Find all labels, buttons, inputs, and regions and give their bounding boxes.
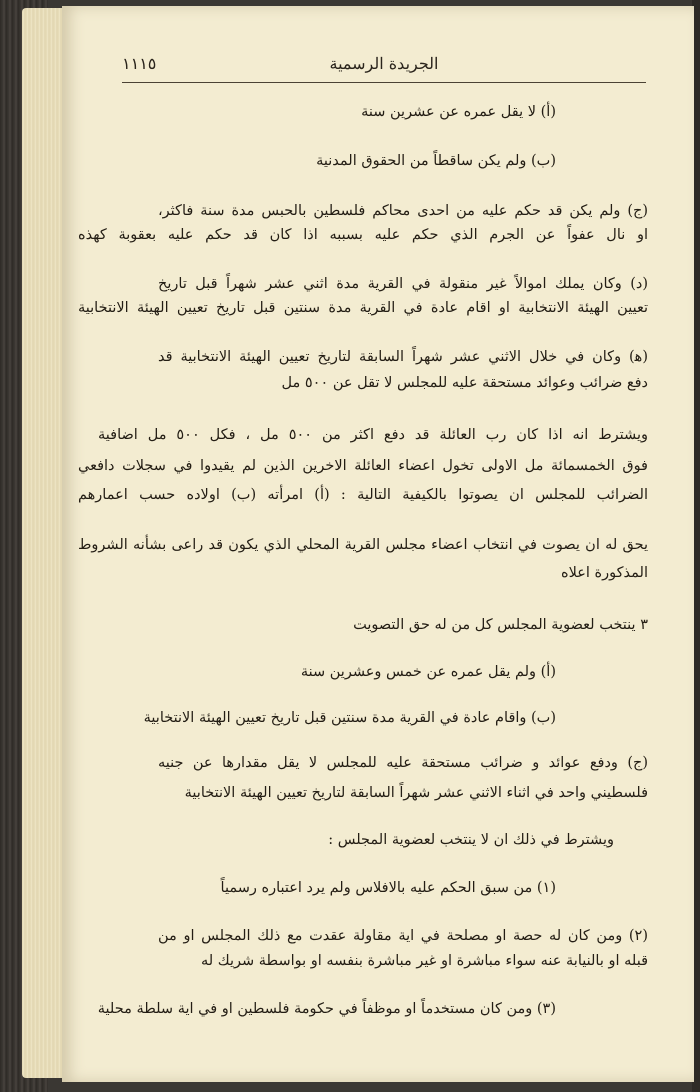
voting-right-line-1: يحق له ان يصوت في انتخاب اعضاء مجلس القرية المحلي الذي يكون قد راعى بشأنه الشروط [78, 537, 648, 553]
section-3-heading: ٣ ينتخب لعضوية المجلس كل من له حق التصويت [353, 617, 648, 633]
proviso-line-1: ويشترط انه اذا كان رب العائلة قد دفع اكثر من ٥٠٠ مل ، فكل ٥٠٠ مل اضافية [98, 427, 648, 443]
clause-c-line-2: او نال عفواً عن الجرم الذي حكم عليه بسببه اذا كان قد حكم عليه بعقوبة كهذه [78, 227, 648, 243]
page-stack-edge [22, 8, 66, 1078]
proviso-line-3: الضرائب للمجلس ان يصوتوا بالكيفية التالية : (أ) امرأته (ب) اولاده حسب اعمارهم [78, 487, 648, 503]
page-number: ١١١٥ [122, 54, 157, 73]
disqualification-2-line-1: (٢) ومن كان له حصة او مصلحة في اية مقاولة عقدت مع ذلك المجلس او من [158, 928, 648, 944]
disqualification-2-line-2: قبله او بالنيابة عنه سواء مباشرة او غير مباشرة بنفسه او بواسطة شريك له [200, 953, 648, 969]
clause-a: (أ) لا يقل عمره عن عشرين سنة [361, 104, 556, 120]
section-3-clause-a: (أ) ولم يقل عمره عن خمس وعشرين سنة [300, 664, 556, 680]
clause-c-line-1: (ج) ولم يكن قد حكم عليه من احدى محاكم فلسطين بالحبس مدة سنة فاكثر، [158, 203, 648, 219]
clause-e-line-1: (ﻫ) وكان في خلال الاثني عشر شهراً السابقة لتاريخ تعيين الهيئة الانتخابية قد [158, 349, 648, 365]
section-3-clause-c-line-2: فلسطيني واحد في اثناء الاثني عشر شهراً السابقة لتاريخ تعيين الهيئة الانتخابية [184, 785, 648, 801]
section-3-clause-b: (ب) واقام عادة في القرية مدة سنتين قبل تاريخ تعيين الهيئة الانتخابية [143, 710, 556, 726]
proviso-line-2: فوق الخمسمائة مل الاولى تخول اعضاء العائلة الاخرين الذين لم يقيدوا في سجلات دافعي [78, 458, 648, 474]
voting-right-line-2: المذكورة اعلاه [561, 565, 648, 581]
section-3-clause-c-line-1: (ج) ودفع عوائد و ضرائب مستحقة عليه للمجلس لا يقل مقدارها عن جنيه [158, 755, 648, 771]
header-rule [122, 82, 646, 83]
clause-e-line-2: دفع ضرائب وعوائد مستحقة عليه للمجلس لا تقل عن ٥٠٠ مل [281, 375, 648, 391]
disqualification-intro: ويشترط في ذلك ان لا ينتخب لعضوية المجلس : [328, 832, 614, 848]
disqualification-1: (١) من سبق الحكم عليه بالافلاس ولم يرد اعتباره رسمياً [220, 880, 556, 896]
clause-b: (ب) ولم يكن ساقطاً من الحقوق المدنية [316, 153, 556, 169]
clause-d-line-2: تعيين الهيئة الانتخابية او اقام عادة في القرية مدة سنتين قبل تاريخ تعيين الهيئة الانتخابية [78, 300, 648, 316]
page-header [122, 52, 646, 82]
clause-d-line-1: (د) وكان يملك اموالاً غير منقولة في القرية مدة اثني عشر شهراً قبل تاريخ [158, 276, 648, 292]
disqualification-3: (٣) ومن كان مستخدماً او موظفاً في حكومة فلسطين او في اية سلطة محلية [97, 1001, 556, 1017]
journal-title: الجريدة الرسمية [329, 54, 439, 73]
document-page [62, 6, 694, 1082]
